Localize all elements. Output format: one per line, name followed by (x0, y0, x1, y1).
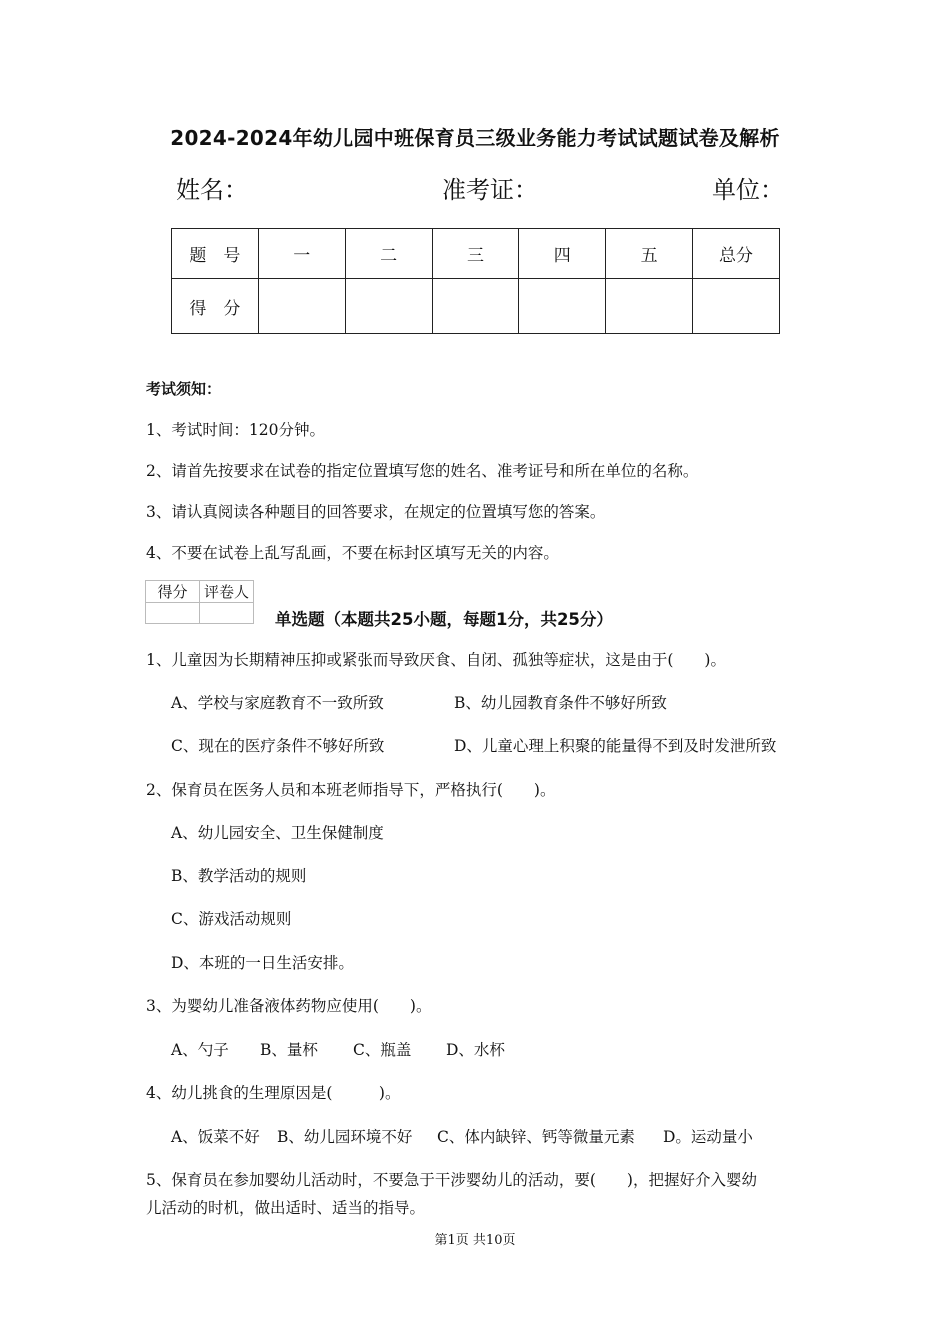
score-table-header-cell: 三 (432, 229, 519, 279)
notice-item: 2、请首先按要求在试卷的指定位置填写您的姓名、准考证号和所在单位的名称。 (146, 462, 699, 480)
score-cell[interactable] (345, 279, 432, 334)
question-option: A、饭菜不好 (171, 1128, 260, 1146)
question-option: B、教学活动的规则 (171, 867, 307, 885)
score-table-header-cell: 四 (519, 229, 606, 279)
question-option: C、现在的医疗条件不够好所致 (171, 737, 385, 755)
question-option: B、幼儿园环境不好 (277, 1128, 413, 1146)
grader-box-score-label: 得分 (146, 581, 200, 603)
question-option: D、儿童心理上积聚的能量得不到及时发泄所致 (454, 737, 777, 755)
question-option: D。运动量小 (663, 1128, 753, 1146)
question-stem: 1、儿童因为长期精神压抑或紧张而导致厌食、自闭、孤独等症状，这是由于( )。 (146, 651, 726, 669)
score-cell[interactable] (693, 279, 780, 334)
notice-item: 1、考试时间：120分钟。 (146, 421, 325, 439)
question-stem: 4、幼儿挑食的生理原因是( )。 (146, 1084, 401, 1102)
question-option: B、幼儿园教育条件不够好所致 (454, 694, 667, 712)
notice-heading: 考试须知： (146, 380, 222, 398)
score-cell[interactable] (606, 279, 693, 334)
question-option: C、体内缺锌、钙等微量元素 (437, 1128, 635, 1146)
grader-box-grader-label: 评卷人 (200, 581, 254, 603)
question-option: D、本班的一日生活安排。 (171, 954, 354, 972)
score-table-header-cell: 一 (258, 229, 345, 279)
score-table-header-cell: 题 号 (172, 229, 259, 279)
question-option: B、量杯 (260, 1041, 318, 1059)
exam-id-field-label: 准考证： (442, 176, 538, 204)
notice-item: 3、请认真阅读各种题目的回答要求，在规定的位置填写您的答案。 (146, 503, 606, 521)
score-cell[interactable] (432, 279, 519, 334)
notice-item: 4、不要在试卷上乱写乱画，不要在标封区填写无关的内容。 (146, 544, 559, 562)
question-option: C、瓶盖 (353, 1041, 412, 1059)
question-stem-continued: 儿活动的时机，做出适时、适当的指导。 (146, 1199, 426, 1217)
question-option: A、幼儿园安全、卫生保健制度 (171, 824, 384, 842)
score-table-header-cell: 总分 (693, 229, 780, 279)
grader-box-grader-cell[interactable] (200, 603, 254, 624)
score-cell[interactable] (258, 279, 345, 334)
question-option: A、勺子 (171, 1041, 229, 1059)
score-cell[interactable] (519, 279, 606, 334)
unit-field-label: 单位： (712, 176, 784, 204)
score-table-header-cell: 二 (345, 229, 432, 279)
grader-box (145, 580, 254, 624)
score-table (171, 228, 780, 334)
question-option: D、水杯 (446, 1041, 505, 1059)
score-table-score-row (172, 279, 780, 334)
page-footer: 第1页 共10页 (434, 1233, 516, 1248)
question-stem: 2、保育员在医务人员和本班老师指导下，严格执行( )。 (146, 781, 556, 799)
section-title: 单选题（本题共25小题，每题1分，共25分） (275, 610, 613, 629)
question-stem: 5、保育员在参加婴幼儿活动时，不要急于干涉婴幼儿的活动，要( )，把握好介入婴幼 (146, 1171, 757, 1189)
document-title: 2024-2024年幼儿园中班保育员三级业务能力考试试题试卷及解析 (170, 126, 780, 150)
score-table-header-cell: 五 (606, 229, 693, 279)
name-field-label: 姓名： (176, 176, 248, 204)
score-table-header-row (172, 229, 780, 279)
question-stem: 3、为婴幼儿准备液体药物应使用( )。 (146, 997, 432, 1015)
grader-box-score-cell[interactable] (146, 603, 200, 624)
score-row-label: 得 分 (172, 279, 259, 334)
question-option: C、游戏活动规则 (171, 910, 292, 928)
question-option: A、学校与家庭教育不一致所致 (171, 694, 384, 712)
